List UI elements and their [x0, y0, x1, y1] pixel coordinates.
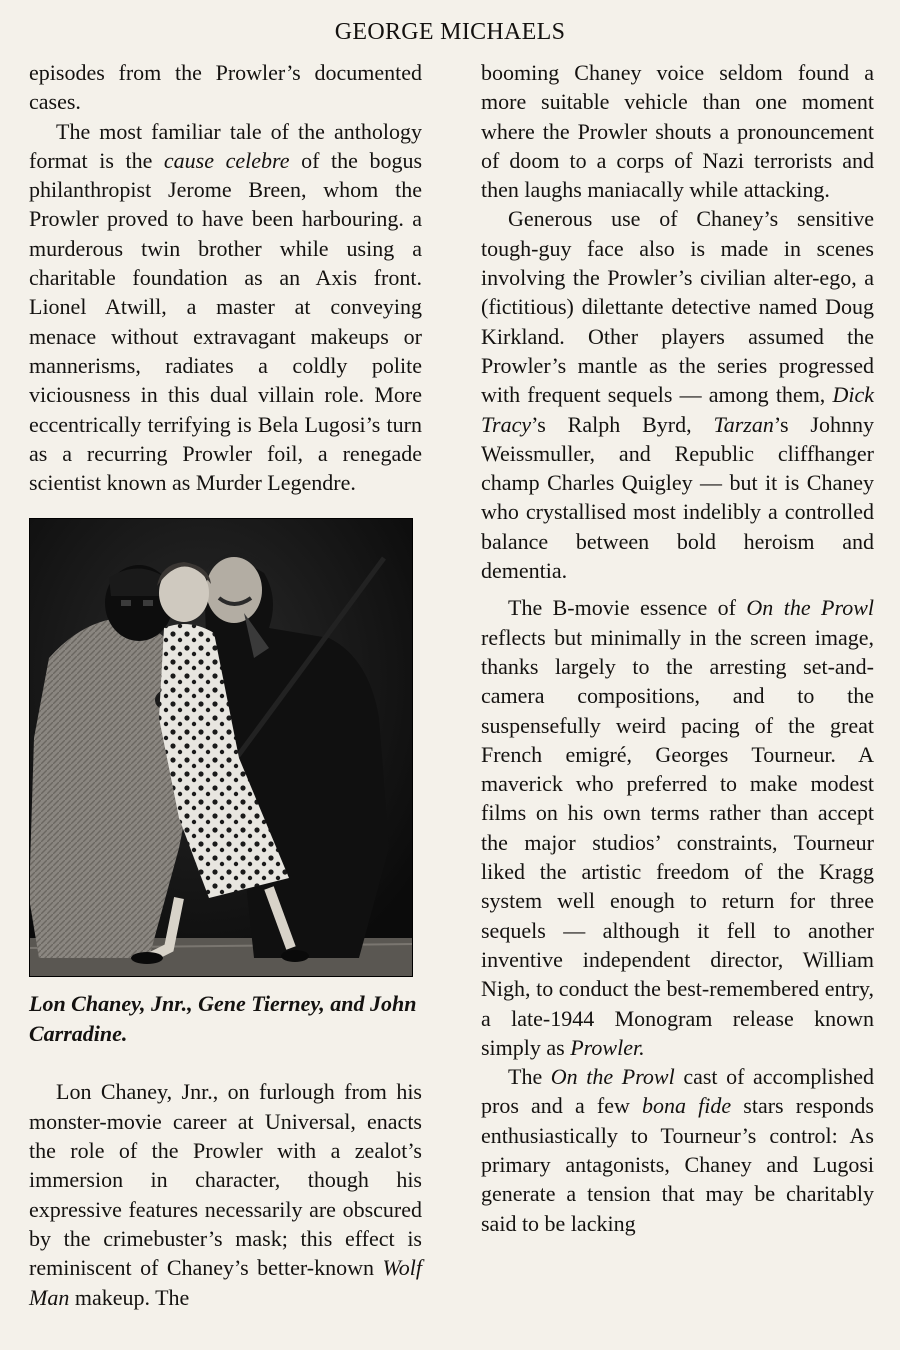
right-paragraph-2-italic-b: Tarzan	[713, 411, 774, 437]
film-still-illustration	[29, 518, 413, 977]
right-paragraph-3-italic-a: On the Prowl	[746, 595, 875, 621]
running-head: GEORGE MICHAELS	[334, 19, 566, 45]
right-column	[481, 58, 874, 1238]
right-paragraph-2-text-a: Generous use of Chaney’s sensitive tough-guy face also is made in scenes involving the Prowler’s civilian alter-ego, a (fictitious) dilettante detective named Doug Kirkland. Other players assumed the Prowler’s mantle as the series progressed with frequent sequels — among them,	[481, 206, 874, 408]
right-paragraph-4-text-c: stars responds enthusiastically to Tourneur’s control: As primary antagonists, Chaney and Lugosi generate a tension that may be charitably said to be lacking	[481, 1093, 874, 1236]
right-paragraph-3-italic-b: Prowler.	[570, 1034, 645, 1060]
left-paragraph-3-text-b: makeup. The	[69, 1284, 190, 1310]
right-paragraph-3-text-a: The B-movie essence of	[508, 595, 747, 621]
right-paragraph-2-text-c: ’s Johnny Weissmuller, and Republic cliffhanger champ Charles Quigley — but it is Chaney who crystallised most indelibly a controlled balance between bold heroism and dementia.	[481, 411, 874, 584]
right-paragraph-4-text-a: The	[508, 1064, 551, 1090]
right-paragraph-1: booming Chaney voice seldom found a more suitable vehicle than one moment where the Prowler shouts a pronouncement of doom to a corps of Nazi terrorists and then laughs maniacally while attacking.	[481, 60, 874, 203]
right-paragraph-4	[481, 1062, 874, 1238]
left-column	[29, 58, 422, 1312]
left-paragraph-2	[29, 117, 422, 498]
left-paragraph-1: episodes from the Prowler’s documented cases.	[29, 60, 422, 115]
film-still-photo	[29, 518, 413, 977]
right-paragraph-2-text-b: ’s Ralph Byrd,	[531, 411, 714, 437]
left-paragraph-3	[29, 1077, 422, 1311]
left-paragraph-2-italic: cause celebre	[163, 147, 290, 173]
right-paragraph-4-italic-a: On the Prowl	[550, 1064, 675, 1090]
left-paragraph-2-text-a: The most familiar tale of the anthology format is the	[29, 118, 422, 173]
right-paragraph-3-text-b: reflects but minimally in the screen image, thanks largely to the arresting set-and-camera compositions, and to the suspensefully weird pacing of the great French emigré, Georges Tourneur. A maverick who preferred to make modest films on his own terms rather than accept the major studios’ constraints, Tourneur liked the artistic freedom of the Kragg system well enough to return for three sequels — although it fell to another inventive independent director, William Nigh, to conduct the best-remembered entry, a late-1944 Monogram release known simply as	[481, 624, 874, 1060]
right-paragraph-2	[481, 204, 874, 585]
left-paragraph-2-text-b: of the bogus philanthropist Jerome Breen, whom the Prowler proved to have been harbouring. a murderous twin brother while using a charitable foundation as an Axis front. Lionel Atwill, a master at conveying menace without extravagant makeups or mannerisms, radiates a coldly polite viciousness in this dual villain role. More eccentrically terrifying is Bela Lugosi’s turn as a recurring Prowler foil, a renegade scientist known as Murder Legendre.	[29, 147, 423, 496]
left-paragraph-3-italic: Wolf Man	[29, 1255, 422, 1310]
photo-caption: Lon Chaney, Jnr., Gene Tierney, and John Carradine.	[29, 991, 417, 1047]
right-paragraph-4-text-b: cast of accomplished pros and a few	[481, 1064, 874, 1119]
right-paragraph-4-italic-b: bona fide	[642, 1093, 732, 1119]
right-paragraph-2-italic-a: Dick Tracy	[481, 382, 874, 437]
left-paragraph-3-text-a: Lon Chaney, Jnr., on furlough from his monster-movie career at Universal, enacts the role of the Prowler with a zealot’s immersion in character, though his expressive features necessarily are obscured by the crimebuster’s mask; this effect is reminiscent of Chaney’s better-known	[29, 1079, 422, 1281]
right-paragraph-3	[481, 593, 874, 1062]
